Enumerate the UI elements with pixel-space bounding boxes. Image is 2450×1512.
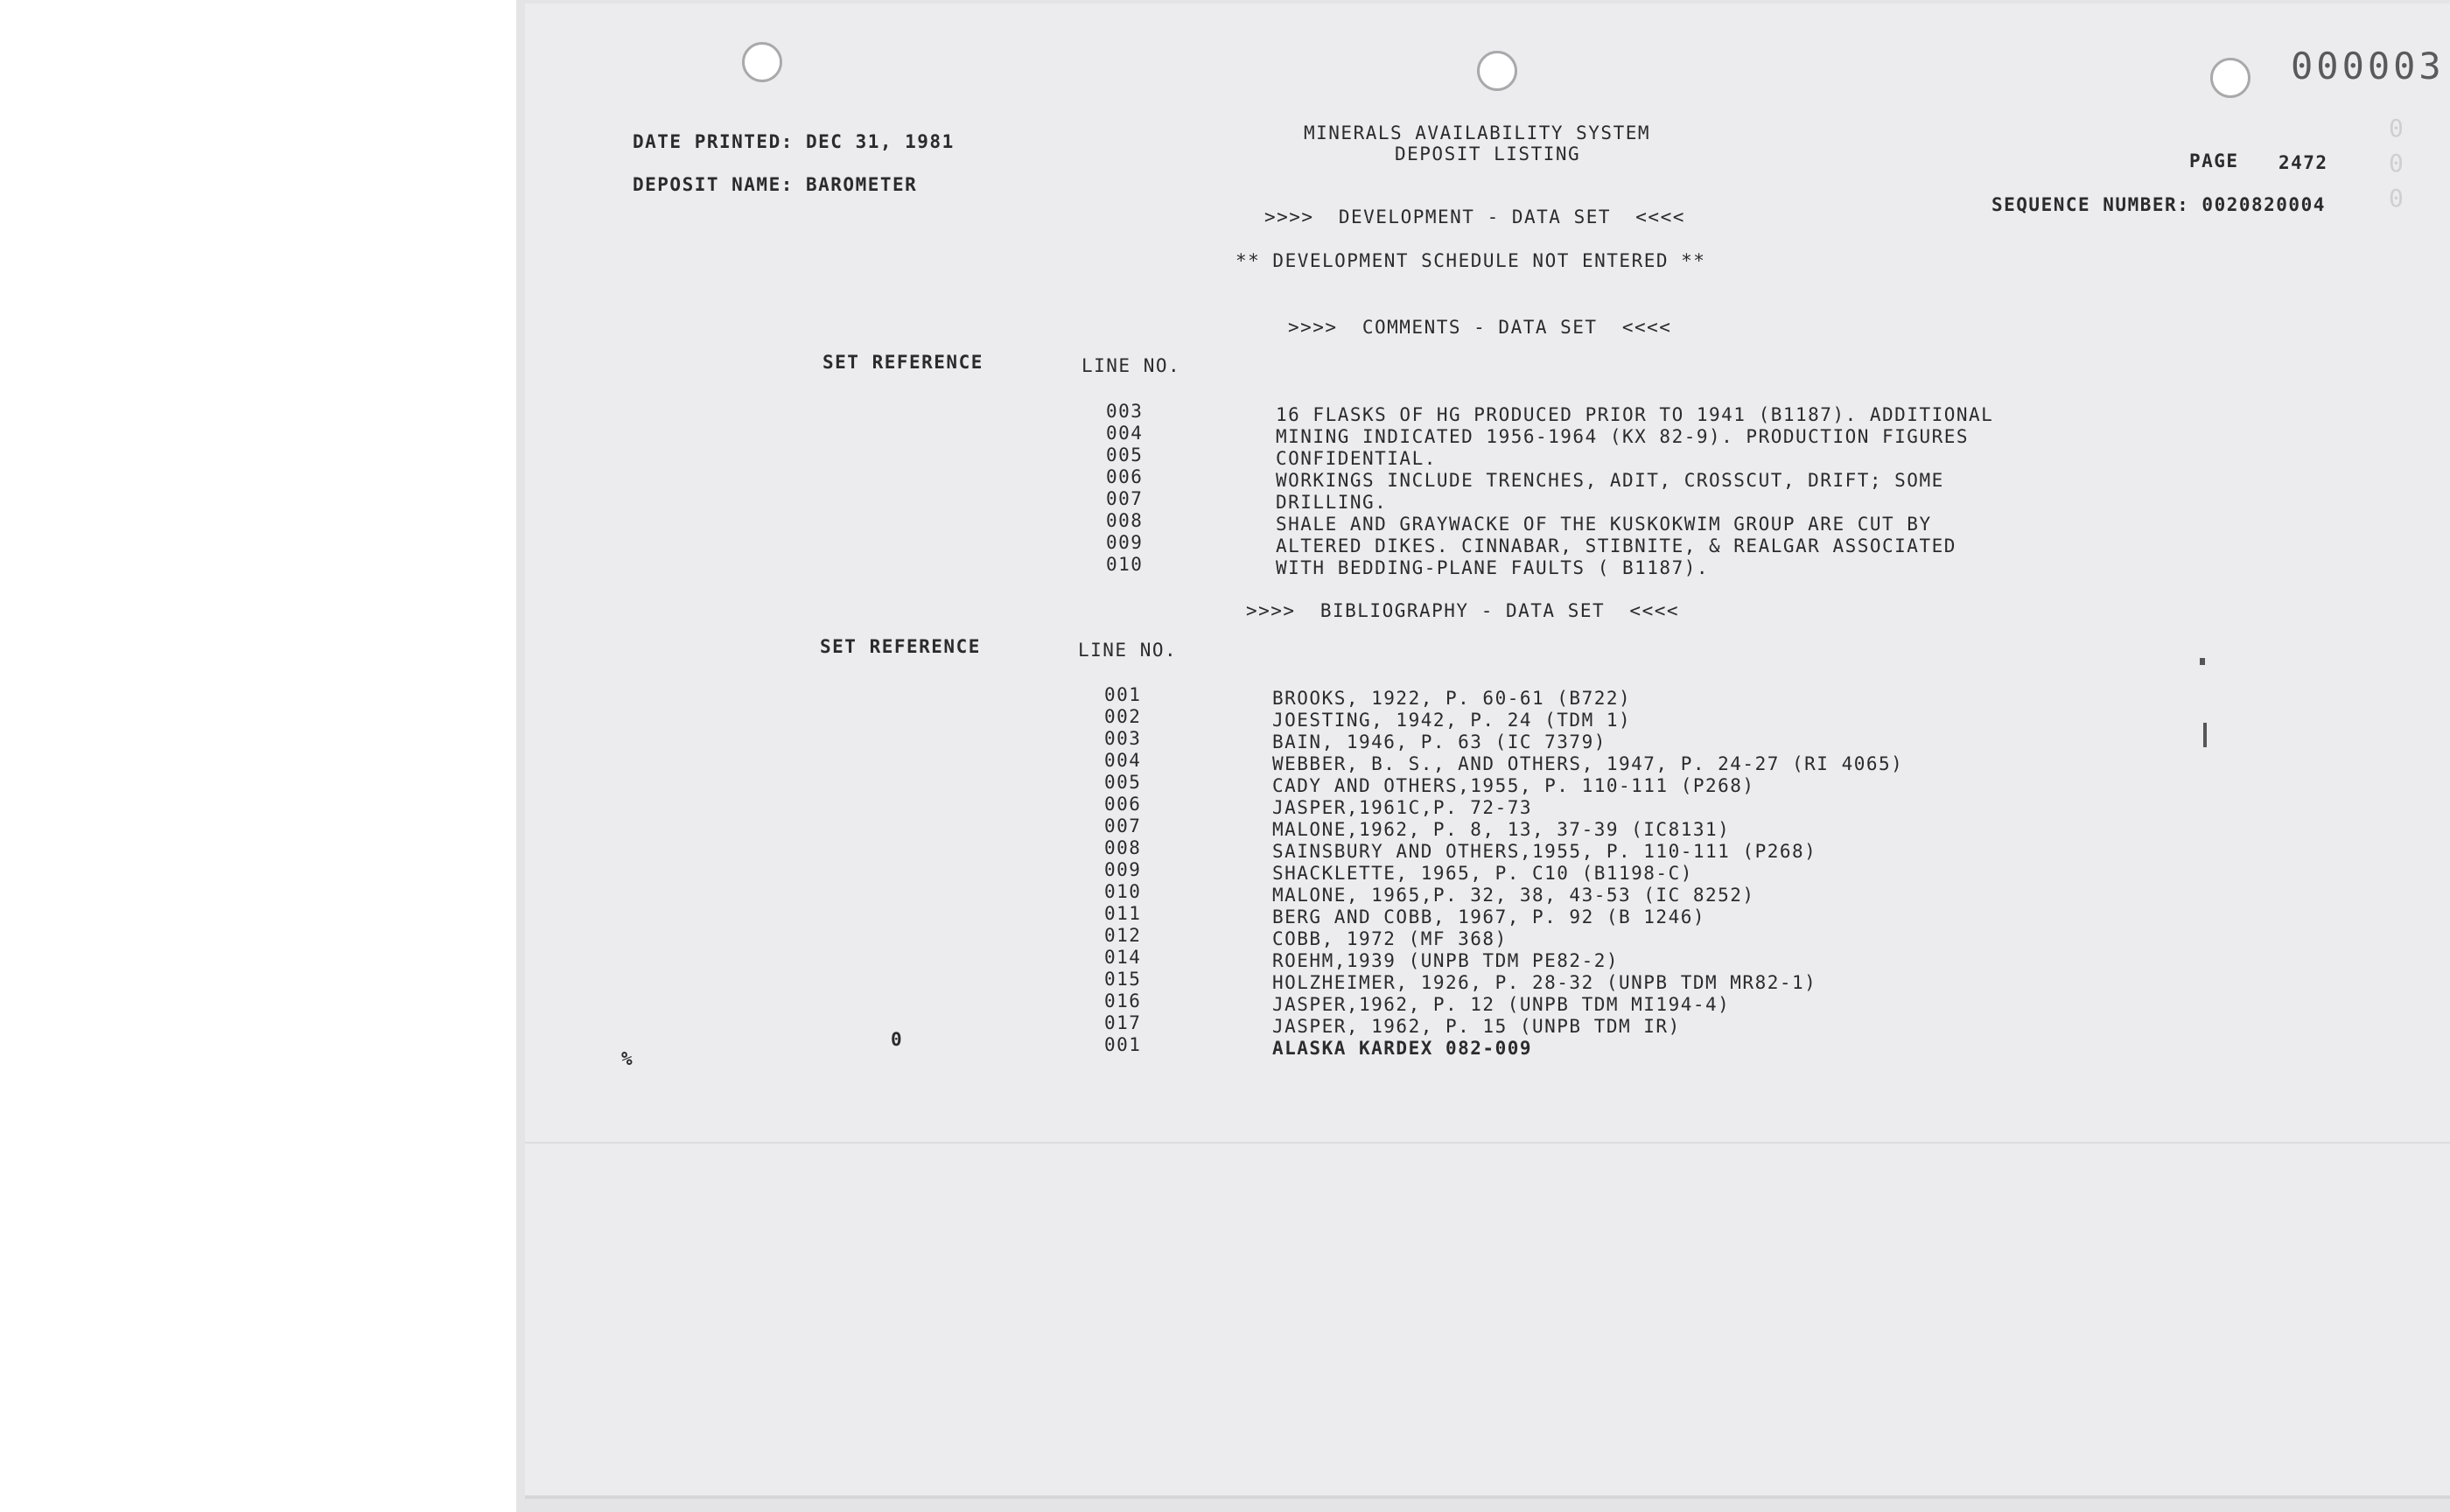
bibliography-line-no: 003 <box>1104 728 1142 749</box>
comments-heading: >>>> COMMENTS - DATA SET <<<< <box>1288 317 1672 338</box>
bibliography-line-no: 002 <box>1104 706 1142 727</box>
comment-line-no: 008 <box>1106 510 1144 531</box>
deposit-name: DEPOSIT NAME: BAROMETER <box>633 174 918 195</box>
system-title: MINERALS AVAILABILITY SYSTEM <box>1304 122 1651 144</box>
punch-hole <box>2210 58 2250 98</box>
bibliography-entry: MALONE, 1965,P. 32, 38, 43-53 (IC 8252) <box>1272 885 1755 906</box>
bibliography-line-no: 009 <box>1104 859 1142 880</box>
bibliography-entry: SAINSBURY AND OTHERS,1955, P. 110-111 (P268) <box>1272 841 1817 862</box>
bibliography-line-no: 016 <box>1104 990 1142 1012</box>
comment-line-no: 003 <box>1106 401 1144 422</box>
bibliography-entry: JASPER, 1962, P. 15 (UNPB TDM IR) <box>1272 1016 1681 1037</box>
bibliography-entry: SHACKLETTE, 1965, P. C10 (B1198-C) <box>1272 863 1693 884</box>
comment-line-no: 005 <box>1106 444 1144 466</box>
bleed-through-mark: 0 <box>2389 149 2406 178</box>
development-note: ** DEVELOPMENT SCHEDULE NOT ENTERED ** <box>1236 250 1706 271</box>
bibliography-entry: JASPER,1961C,P. 72-73 <box>1272 797 1533 818</box>
stamp-number: 000003 <box>2291 45 2445 88</box>
bibliography-line-no: 012 <box>1104 925 1142 946</box>
comment-text: DRILLING. <box>1276 492 1388 513</box>
comment-text: SHALE AND GRAYWACKE OF THE KUSKOKWIM GROUP ARE CUT BY <box>1276 514 1932 535</box>
page-number: 2472 <box>2278 152 2328 173</box>
bibliography-entry: WEBBER, B. S., AND OTHERS, 1947, P. 24-27 (RI 4065) <box>1272 753 1904 774</box>
bibliography-line-no: 005 <box>1104 772 1142 793</box>
sequence-number: SEQUENCE NUMBER: 0020820004 <box>1992 194 2326 215</box>
listing-title: DEPOSIT LISTING <box>1395 144 1581 164</box>
bibliography-line-no: 011 <box>1104 903 1142 924</box>
comment-text: MINING INDICATED 1956-1964 (KX 82-9). PRODUCTION FIGURES <box>1276 426 1970 447</box>
page-label: PAGE <box>2189 150 2239 172</box>
bibliography-line-no: 015 <box>1104 969 1142 990</box>
printer-mark <box>2203 723 2207 747</box>
bibliography-entry: ROEHM,1939 (UNPB TDM PE82-2) <box>1272 950 1620 971</box>
bibliography-line-no: 006 <box>1104 794 1142 815</box>
footer-mark: % <box>621 1048 634 1069</box>
bibliography-line-no: 001 <box>1104 1034 1142 1055</box>
comment-line-no: 009 <box>1106 532 1144 553</box>
bibliography-entry: JOESTING, 1942, P. 24 (TDM 1) <box>1272 710 1632 731</box>
comments-text <box>1276 404 1993 579</box>
comments-col-set-reference: SET REFERENCE <box>822 352 984 373</box>
bibliography-entry: BERG AND COBB, 1967, P. 92 (B 1246) <box>1272 906 1706 928</box>
bibliography-entry: HOLZHEIMER, 1926, P. 28-32 (UNPB TDM MR82-1) <box>1272 972 1817 993</box>
bibliography-entry: JASPER,1962, P. 12 (UNPB TDM MI194-4) <box>1272 994 1731 1015</box>
bibliography-line-no: 010 <box>1104 881 1142 902</box>
bibliography-entry: COBB, 1972 (MF 368) <box>1272 928 1508 949</box>
bibliography-line-no: 017 <box>1104 1012 1142 1033</box>
bibliography-heading: >>>> BIBLIOGRAPHY - DATA SET <<<< <box>1246 600 1680 621</box>
comments-col-line-no: LINE NO. <box>1082 355 1181 376</box>
comment-line-no: 007 <box>1106 488 1144 509</box>
comment-line-no: 010 <box>1106 554 1144 575</box>
comment-text: WITH BEDDING-PLANE FAULTS ( B1187). <box>1276 557 1710 578</box>
bleed-through-mark: 0 <box>2389 184 2406 213</box>
bibliography-col-set-reference: SET REFERENCE <box>820 636 981 657</box>
date-printed: DATE PRINTED: DEC 31, 1981 <box>633 131 955 152</box>
bibliography-line-no: 004 <box>1104 750 1142 771</box>
comment-text: CONFIDENTIAL. <box>1276 448 1437 469</box>
printer-mark <box>2200 658 2205 665</box>
bibliography-line-no: 014 <box>1104 947 1142 968</box>
bibliography-entry: ALASKA KARDEX 082-009 <box>1272 1038 1533 1059</box>
comment-text: 16 FLASKS OF HG PRODUCED PRIOR TO 1941 (B1187). ADDITIONAL <box>1276 404 1994 425</box>
bibliography-line-no: 008 <box>1104 837 1142 858</box>
punch-hole <box>1477 51 1517 91</box>
comment-text: WORKINGS INCLUDE TRENCHES, ADIT, CROSSCUT, DRIFT; SOME <box>1276 470 1944 491</box>
comments-line-numbers <box>1106 401 1143 576</box>
bibliography-line-numbers <box>1104 684 1141 1056</box>
bibliography-entry: MALONE,1962, P. 8, 13, 37-39 (IC8131) <box>1272 819 1731 840</box>
bibliography-entry: CADY AND OTHERS,1955, P. 110-111 (P268) <box>1272 775 1755 796</box>
development-heading: >>>> DEVELOPMENT - DATA SET <<<< <box>1264 206 1685 228</box>
bibliography-line-no: 001 <box>1104 684 1142 705</box>
page-fold-line <box>525 1142 2450 1144</box>
punch-hole <box>742 42 782 82</box>
bibliography-entry: BAIN, 1946, P. 63 (IC 7379) <box>1272 732 1606 752</box>
set-reference-value: 0 <box>891 1029 904 1050</box>
comment-line-no: 004 <box>1106 423 1144 444</box>
bibliography-col-line-no: LINE NO. <box>1078 640 1178 661</box>
bibliography-entry: BROOKS, 1922, P. 60-61 (B722) <box>1272 688 1632 709</box>
comment-text: ALTERED DIKES. CINNABAR, STIBNITE, & REALGAR ASSOCIATED <box>1276 536 1956 556</box>
bibliography-line-no: 007 <box>1104 816 1142 836</box>
bibliography-text <box>1272 688 1903 1060</box>
bleed-through-mark: 0 <box>2389 114 2406 143</box>
comment-line-no: 006 <box>1106 466 1144 487</box>
